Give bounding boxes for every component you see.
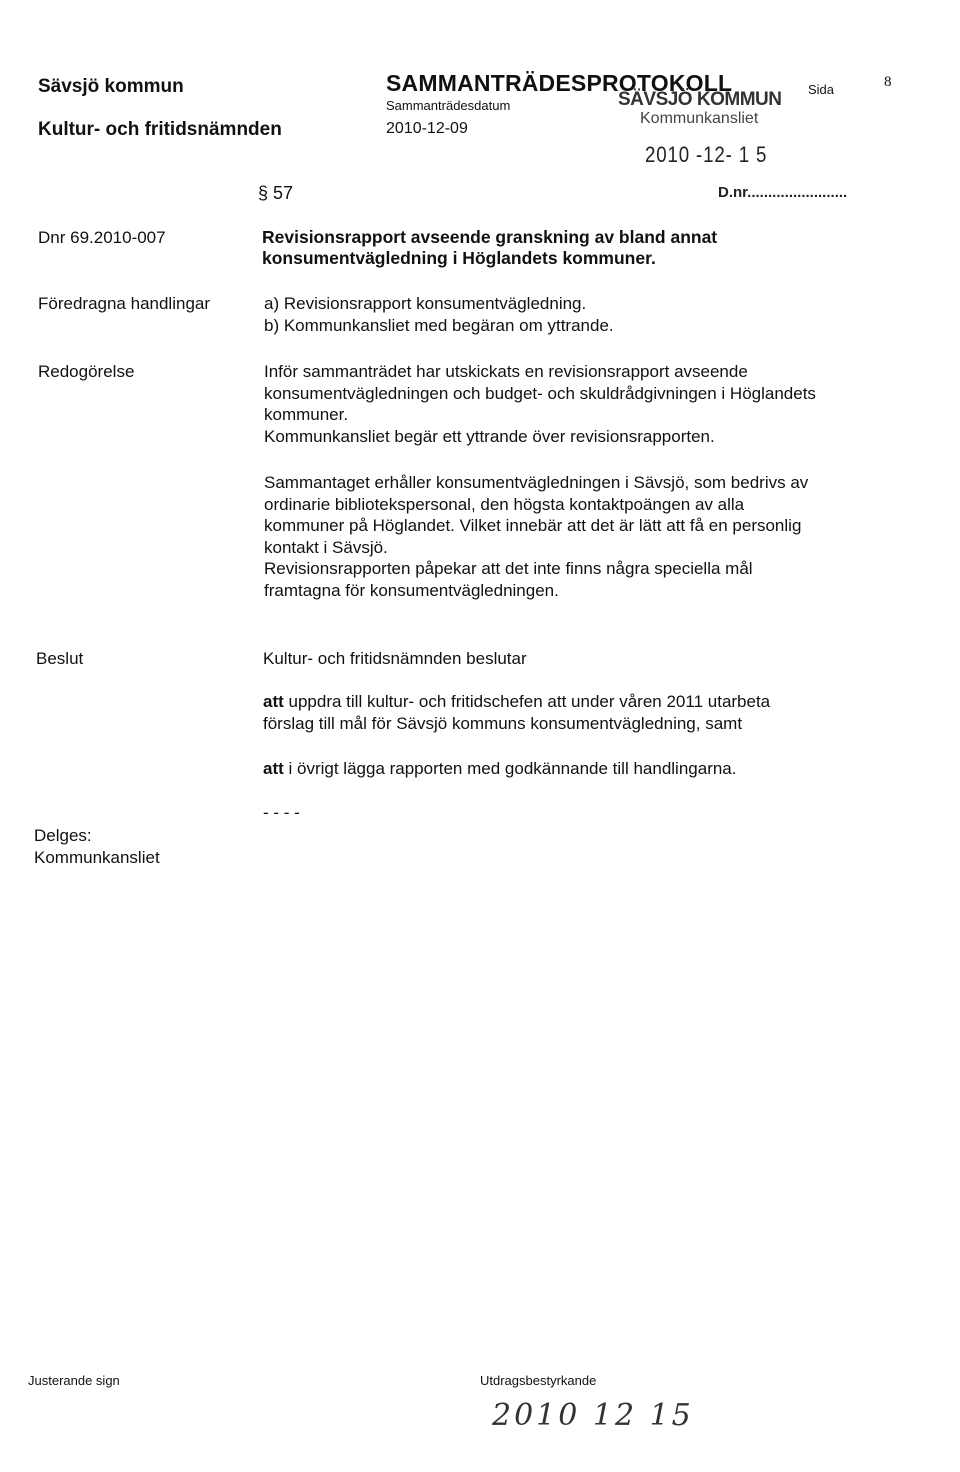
handlingar-label: Föredragna handlingar [38,294,211,313]
utdragsbestyrkande-label: Utdragsbestyrkande [480,1373,597,1388]
page-number: 8 [884,74,892,90]
att-keyword: att [263,759,284,778]
delges-recipient: Kommunkansliet [34,848,160,867]
case-dnr: Dnr 69.2010-007 [38,228,166,247]
text-line: kontakt i Sävsjö. [264,537,388,557]
document-title: SAMMANTRÄDESPROTOKOLL [386,70,733,96]
meeting-date: 2010-12-09 [386,120,468,137]
text-line: Sammantaget erhåller konsumentvägledningen i Sävsjö, som bedrivs av [264,473,809,492]
case-heading-line1: Revisionsrapport avseende granskning av bland annat [262,227,718,247]
justerande-sign-label: Justerande sign [28,1373,120,1388]
text-line: Inför sammanträdet har utskickats en revisionsrapport avseende [264,362,748,381]
beslut-att-2 [263,758,736,780]
end-dashes: - - - - [263,803,300,822]
att-text: uppdra till kultur- och fritidschefen att under våren 2011 utarbeta [283,692,771,711]
meeting-date-label: Sammanträdesdatum [386,98,511,113]
text-line: kommuner på Höglandet. Vilket innebär att det är lätt att få en personlig [264,516,802,535]
att-keyword: att [263,692,284,711]
text-line: kommuner. [264,405,349,424]
redogorelse-label: Redogörelse [38,362,135,381]
handling-item-a: a) Revisionsrapport konsumentvägledning. [264,294,587,313]
text-line: Kommunkansliet begär ett yttrande över revisionsrapporten. [264,426,715,446]
text-line: Revisionsrapporten påpekar att det inte finns några speciella mål [264,559,753,578]
handling-item-b: b) Kommunkansliet med begäran om yttrande. [264,316,614,335]
att-text: i övrigt lägga rapporten med godkännande till handlingarna. [283,759,737,778]
text-line: konsumentvägledningen och budget- och skuldrådgivningen i Höglandets [264,383,816,403]
text-line: framtagna för konsumentvägledningen. [264,580,559,600]
redogorelse-paragraph-2 [264,472,924,601]
page-label: Sida [808,82,835,97]
received-stamp-dept: Kommunkansliet [640,110,759,127]
redogorelse-paragraph-1 [264,361,924,447]
text-line: ordinarie bibliotekspersonal, den högsta kontaktpoängen av alla [264,494,745,514]
received-stamp-date: 2010 -12- 1 5 [645,142,768,167]
utdrag-handwritten-date: 2010 12 15 [492,1398,694,1433]
received-stamp-org: SÄVSJÖ KOMMUN [618,89,782,110]
beslut-att-1-line-2: förslag till mål för Sävsjö kommuns konsumentvägledning, samt [263,714,743,733]
beslut-att-1-line-1 [263,691,770,713]
committee-name: Kultur- och fritidsnämnden [38,119,282,140]
delges-label: Delges: [34,826,92,845]
beslut-label: Beslut [36,649,84,668]
section-number: § 57 [258,183,294,203]
municipality-name: Sävsjö kommun [38,76,184,97]
case-heading-line2: konsumentvägledning i Höglandets kommuner. [262,248,656,268]
received-stamp-dnr: D.nr........................ [718,184,848,201]
beslut-intro: Kultur- och fritidsnämnden beslutar [263,649,527,668]
